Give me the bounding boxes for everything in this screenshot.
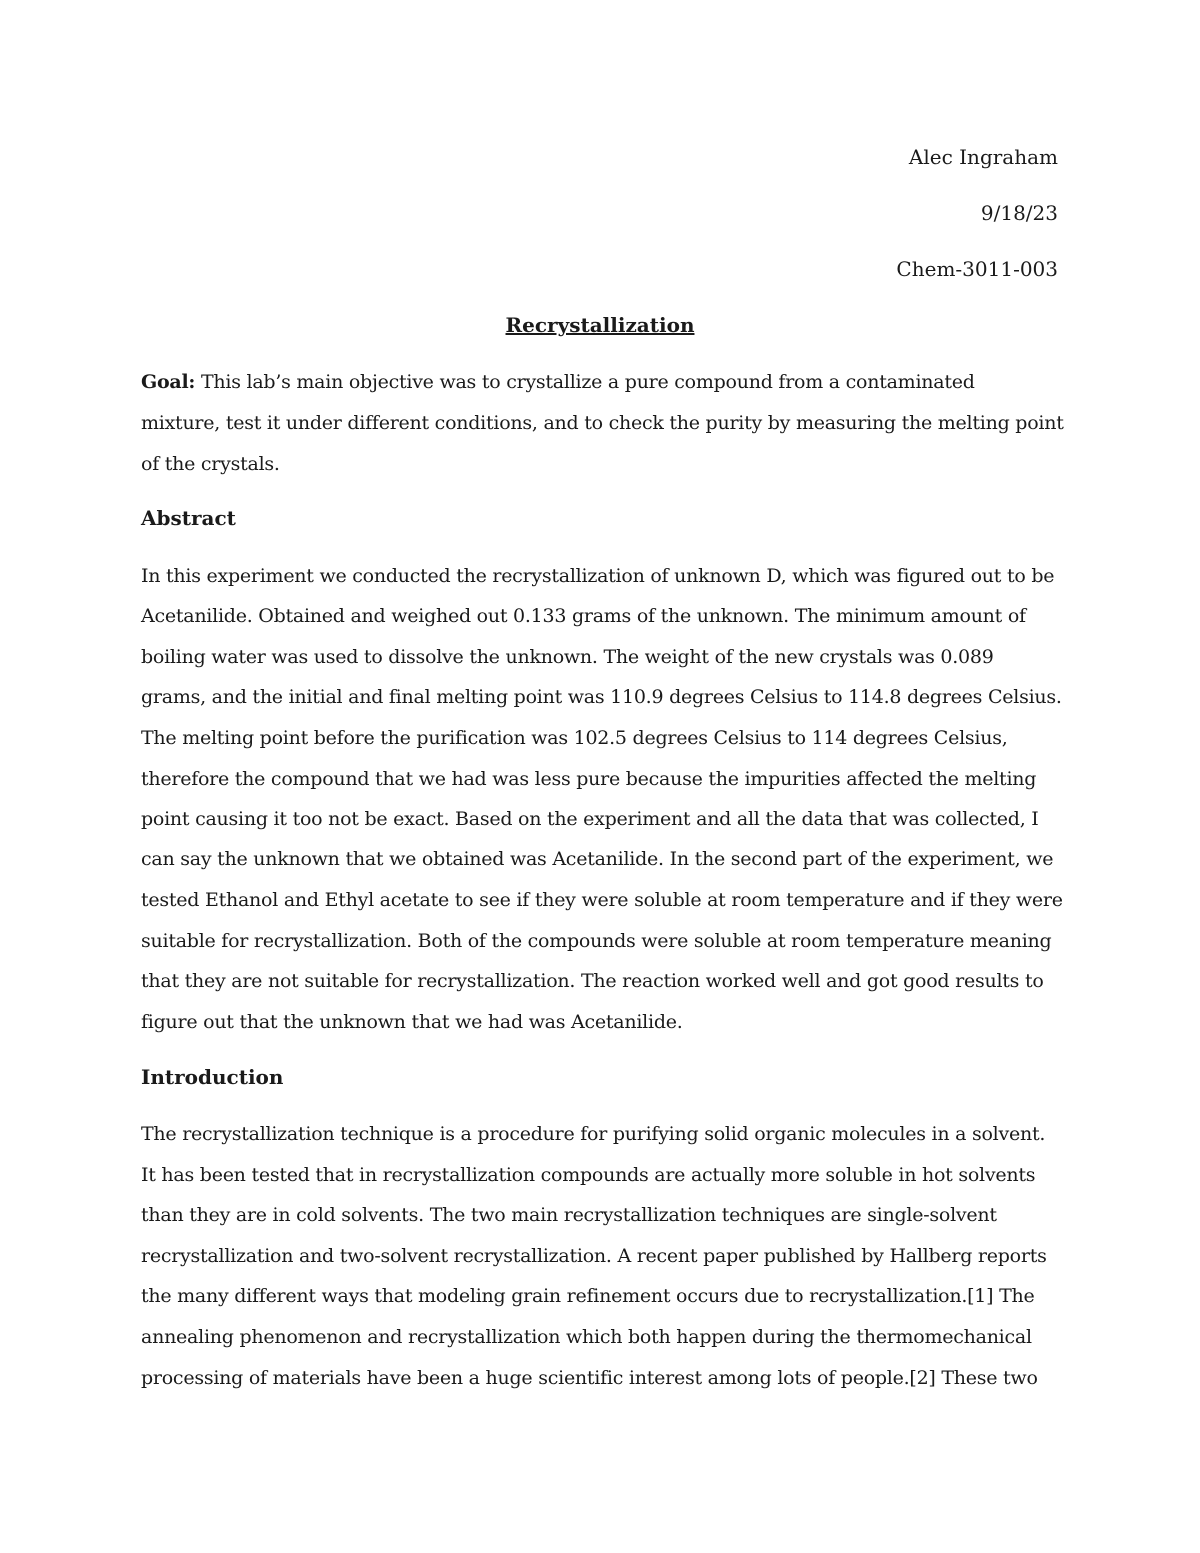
- abstract-line: tested Ethanol and Ethyl acetate to see if they were soluble at room temperature and if they were: [141, 889, 1063, 911]
- abstract-heading: Abstract: [141, 506, 236, 530]
- report-date: 9/18/23: [980, 201, 1058, 225]
- abstract-line: figure out that the unknown that we had was Acetanilide.: [141, 1011, 683, 1033]
- goal-line: [141, 370, 975, 394]
- introduction-line: the many different ways that modeling grain refinement occurs due to recrystallization.[1] The: [141, 1285, 1035, 1307]
- abstract-line: grams, and the initial and final melting point was 110.9 degrees Celsius to 114.8 degrees Celsius.: [141, 686, 1062, 708]
- goal-text: This lab’s main objective was to crystallize a pure compound from a contaminated: [195, 371, 975, 393]
- document-title: Recrystallization: [505, 313, 695, 337]
- abstract-line: Acetanilide. Obtained and weighed out 0.133 grams of the unknown. The minimum amount of: [141, 605, 1026, 627]
- goal-line: of the crystals.: [141, 453, 280, 475]
- abstract-line: In this experiment we conducted the recrystallization of unknown D, which was figured out to be: [141, 565, 1055, 587]
- goal-label: Goal:: [141, 371, 196, 393]
- introduction-heading: Introduction: [141, 1065, 284, 1089]
- course-code: Chem-3011-003: [896, 257, 1058, 281]
- goal-line: mixture, test it under different conditions, and to check the purity by measuring the melting point: [141, 412, 1064, 434]
- introduction-line: than they are in cold solvents. The two main recrystallization techniques are single-solvent: [141, 1204, 997, 1226]
- abstract-line: The melting point before the purification was 102.5 degrees Celsius to 114 degrees Celsius,: [141, 727, 1008, 749]
- abstract-line: that they are not suitable for recrystallization. The reaction worked well and got good results to: [141, 970, 1044, 992]
- introduction-line: The recrystallization technique is a procedure for purifying solid organic molecules in a solvent.: [141, 1123, 1046, 1145]
- abstract-line: point causing it too not be exact. Based on the experiment and all the data that was collected, I: [141, 808, 1039, 830]
- introduction-line: annealing phenomenon and recrystallization which both happen during the thermomechanical: [141, 1326, 1032, 1348]
- introduction-line: recrystallization and two-solvent recrystallization. A recent paper published by Hallberg reports: [141, 1245, 1047, 1267]
- abstract-line: can say the unknown that we obtained was Acetanilide. In the second part of the experiment, we: [141, 848, 1054, 870]
- introduction-line: It has been tested that in recrystallization compounds are actually more soluble in hot solvents: [141, 1164, 1036, 1186]
- abstract-line: boiling water was used to dissolve the unknown. The weight of the new crystals was 0.089: [141, 646, 994, 668]
- abstract-line: suitable for recrystallization. Both of the compounds were soluble at room temperature meaning: [141, 930, 1052, 952]
- introduction-line: processing of materials have been a huge scientific interest among lots of people.[2] These two: [141, 1367, 1038, 1389]
- abstract-line: therefore the compound that we had was less pure because the impurities affected the melting: [141, 768, 1037, 790]
- author-name: Alec Ingraham: [908, 145, 1058, 169]
